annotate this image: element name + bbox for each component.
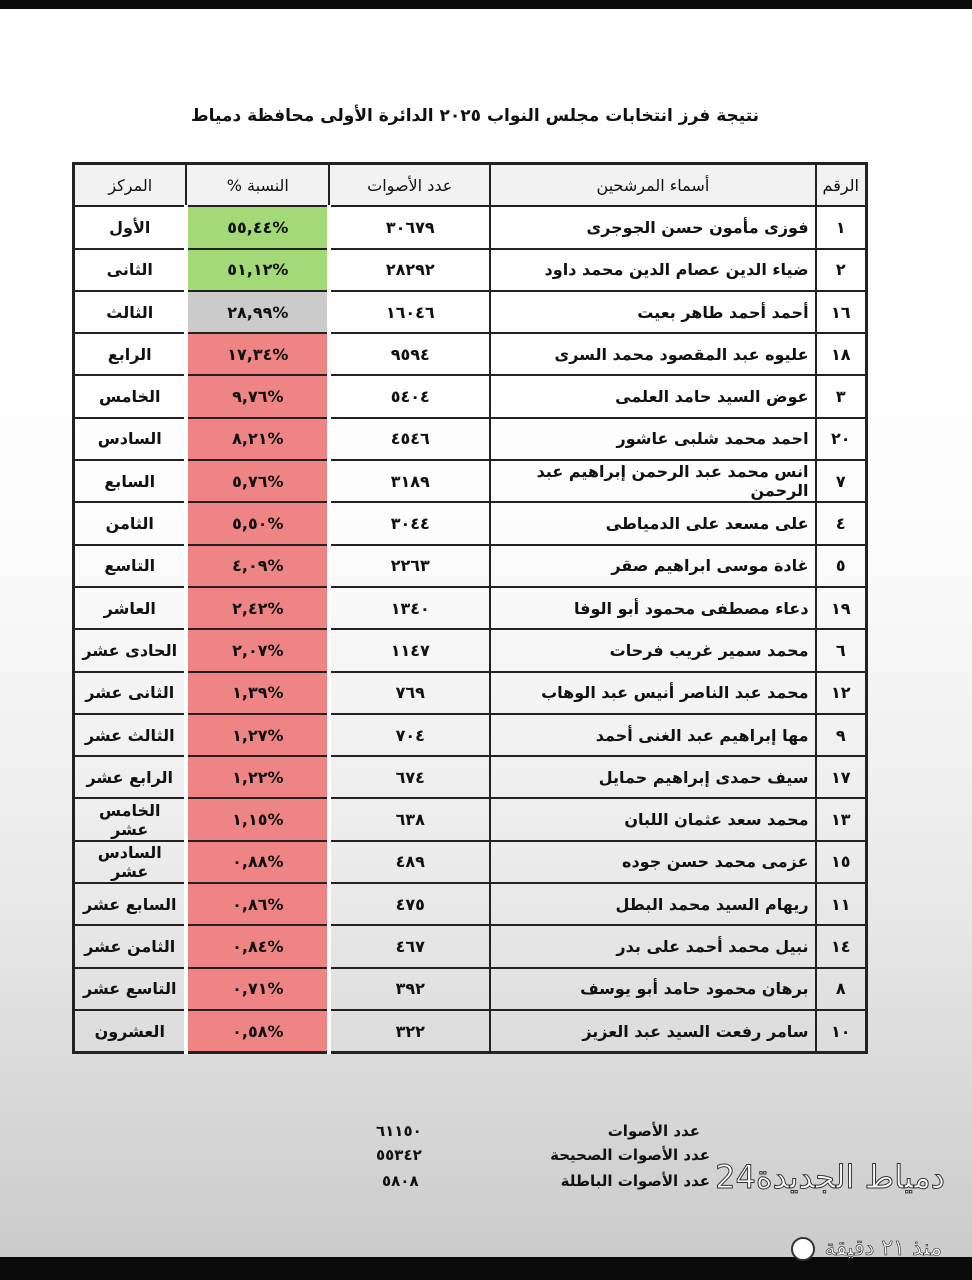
candidate-name: احمد محمد شلبى عاشور	[490, 418, 815, 460]
post-time	[791, 1236, 942, 1261]
vote-count: ١٦٠٤٦	[329, 291, 490, 333]
rank: السادس	[74, 418, 187, 460]
candidate-name: فوزى مأمون حسن الجوجرى	[490, 206, 815, 248]
candidate-number: ٧	[816, 460, 867, 502]
rank: الثانى	[74, 249, 187, 291]
vote-count: ٢٢٦٣	[329, 545, 490, 587]
candidate-name: دعاء مصطفى محمود أبو الوفا	[490, 587, 815, 629]
candidate-number: ١٣	[816, 798, 867, 840]
candidate-name: برهان محمود حامد أبو يوسف	[490, 968, 815, 1010]
candidate-name: عوض السيد حامد العلمى	[490, 375, 815, 417]
table-row	[74, 375, 867, 417]
table-row	[74, 672, 867, 714]
vote-percent: %٠,٧١	[186, 968, 329, 1010]
rank: السادس عشر	[74, 841, 187, 883]
rank: الرابع عشر	[74, 756, 187, 798]
candidate-number: ١٧	[816, 756, 867, 798]
results-table	[72, 162, 868, 1054]
vote-percent: %٢,٠٧	[186, 629, 329, 671]
candidate-number: ٣	[816, 375, 867, 417]
table-row	[74, 798, 867, 840]
table-row	[74, 587, 867, 629]
vote-percent: %٥,٧٦	[186, 460, 329, 502]
table-row	[74, 714, 867, 756]
vote-count: ٣٢٢	[329, 1010, 490, 1053]
rank: الثالث	[74, 291, 187, 333]
candidate-name: محمد عبد الناصر أنيس عبد الوهاب	[490, 672, 815, 714]
vote-count: ٧٦٩	[329, 672, 490, 714]
candidate-number: ٨	[816, 968, 867, 1010]
candidate-number: ٥	[816, 545, 867, 587]
candidate-name: عليوه عبد المقصود محمد السرى	[490, 333, 815, 375]
candidate-number: ٢٠	[816, 418, 867, 460]
vote-percent: %٢,٤٢	[186, 587, 329, 629]
vote-count: ٣٠٦٧٩	[329, 206, 490, 248]
candidate-name: محمد سمير غريب فرحات	[490, 629, 815, 671]
candidate-number: ١٤	[816, 925, 867, 967]
rank: الثامن عشر	[74, 925, 187, 967]
candidate-number: ١١	[816, 883, 867, 925]
rank: الثالث عشر	[74, 714, 187, 756]
vote-count: ٣٠٤٤	[329, 502, 490, 544]
header-votes: عدد الأصوات	[329, 164, 490, 207]
vote-percent: %٠,٥٨	[186, 1010, 329, 1053]
vote-percent: %٢٨,٩٩	[186, 291, 329, 333]
table-row	[74, 502, 867, 544]
vote-percent: %١,٢٢	[186, 756, 329, 798]
rank: السابع	[74, 460, 187, 502]
candidate-number: ١٥	[816, 841, 867, 883]
vote-count: ٦٣٨	[329, 798, 490, 840]
rank: العاشر	[74, 587, 187, 629]
rank: الخامس عشر	[74, 798, 187, 840]
header-name: أسماء المرشحين	[490, 164, 815, 207]
vote-percent: %١,١٥	[186, 798, 329, 840]
candidate-name: سامر رفعت السيد عبد العزيز	[490, 1010, 815, 1053]
vote-count: ٤٦٧	[329, 925, 490, 967]
candidate-name: عزمى محمد حسن جوده	[490, 841, 815, 883]
candidate-number: ٦	[816, 629, 867, 671]
candidate-number: ٢	[816, 249, 867, 291]
vote-count: ٧٠٤	[329, 714, 490, 756]
document-title: نتيجة فرز انتخابات مجلس النواب ٢٠٢٥ الدائرة الأولى محافظة دمياط	[190, 106, 760, 126]
table-row	[74, 291, 867, 333]
vote-percent: %١,٢٧	[186, 714, 329, 756]
summary-valid-label: عدد الأصوات الصحيحة	[550, 1146, 710, 1164]
vote-count: ٢٨٢٩٢	[329, 249, 490, 291]
vote-count: ١١٤٧	[329, 629, 490, 671]
rank: السابع عشر	[74, 883, 187, 925]
table-row	[74, 883, 867, 925]
candidate-name: غادة موسى ابراهيم صقر	[490, 545, 815, 587]
table-row	[74, 460, 867, 502]
vote-count: ٦٧٤	[329, 756, 490, 798]
candidate-number: ٤	[816, 502, 867, 544]
table-row	[74, 841, 867, 883]
candidate-number: ١٩	[816, 587, 867, 629]
posted-ago-text: منذ ٢١ دقيقة	[824, 1236, 942, 1261]
rank: الخامس	[74, 375, 187, 417]
candidate-name: سيف حمدى إبراهيم حمايل	[490, 756, 815, 798]
vote-percent: %١٧,٣٤	[186, 333, 329, 375]
rank: العشرون	[74, 1010, 187, 1053]
vote-percent: %٩,٧٦	[186, 375, 329, 417]
candidate-number: ١٦	[816, 291, 867, 333]
rank: الأول	[74, 206, 187, 248]
rank: التاسع	[74, 545, 187, 587]
rank: الثانى عشر	[74, 672, 187, 714]
vote-percent: %٥,٥٠	[186, 502, 329, 544]
vote-count: ٩٥٩٤	[329, 333, 490, 375]
table-row	[74, 756, 867, 798]
candidate-number: ١٠	[816, 1010, 867, 1053]
table-row	[74, 545, 867, 587]
summary-invalid-value: ٥٨٠٨	[382, 1172, 419, 1190]
vote-percent: %١,٣٩	[186, 672, 329, 714]
rank: الرابع	[74, 333, 187, 375]
vote-count: ٣٩٢	[329, 968, 490, 1010]
table-row	[74, 249, 867, 291]
candidate-name: أحمد أحمد طاهر بعيت	[490, 291, 815, 333]
header-percent: النسبة %	[186, 164, 329, 207]
rank: الثامن	[74, 502, 187, 544]
table-header-row	[74, 164, 867, 207]
candidate-name: مها إبراهيم عبد الغنى أحمد	[490, 714, 815, 756]
vote-count: ٤٧٥	[329, 883, 490, 925]
vote-count: ٤٨٩	[329, 841, 490, 883]
summary-total-value: ٦١١٥٠	[376, 1122, 422, 1140]
header-rank: المركز	[74, 164, 187, 207]
vote-count: ٤٥٤٦	[329, 418, 490, 460]
summary-total-label: عدد الأصوات	[607, 1122, 700, 1140]
vote-percent: %٤,٠٩	[186, 545, 329, 587]
candidate-name: محمد سعد عثمان اللبان	[490, 798, 815, 840]
candidate-name: ضياء الدين عصام الدين محمد داود	[490, 249, 815, 291]
candidate-number: ١٨	[816, 333, 867, 375]
candidate-number: ١٢	[816, 672, 867, 714]
table-row	[74, 333, 867, 375]
candidate-name: نبيل محمد أحمد على بدر	[490, 925, 815, 967]
vote-percent: %٠,٨٤	[186, 925, 329, 967]
vote-count: ٥٤٠٤	[329, 375, 490, 417]
candidate-number: ١	[816, 206, 867, 248]
rank: التاسع عشر	[74, 968, 187, 1010]
header-no: الرقم	[816, 164, 867, 207]
table-row	[74, 629, 867, 671]
candidate-number: ٩	[816, 714, 867, 756]
candidate-name: على مسعد على الدمياطى	[490, 502, 815, 544]
vote-percent: %٥١,١٢	[186, 249, 329, 291]
table-row	[74, 1010, 867, 1053]
table-row	[74, 925, 867, 967]
summary-invalid-label: عدد الأصوات الباطلة	[560, 1172, 710, 1190]
candidate-name: انس محمد عبد الرحمن إبراهيم عبد الرحمن	[490, 460, 815, 502]
table-row	[74, 968, 867, 1010]
table-row	[74, 418, 867, 460]
vote-count: ١٣٤٠	[329, 587, 490, 629]
watermark: دمياط الجديدة24	[715, 1158, 945, 1196]
vote-percent: %٨,٢١	[186, 418, 329, 460]
globe-icon	[791, 1237, 815, 1261]
table-row	[74, 206, 867, 248]
top-bar	[0, 0, 972, 9]
vote-percent: %٠,٨٦	[186, 883, 329, 925]
candidate-name: ريهام السيد محمد البطل	[490, 883, 815, 925]
summary-valid-value: ٥٥٣٤٢	[376, 1146, 422, 1164]
vote-count: ٣١٨٩	[329, 460, 490, 502]
rank: الحادى عشر	[74, 629, 187, 671]
vote-percent: %٠,٨٨	[186, 841, 329, 883]
vote-percent: %٥٥,٤٤	[186, 206, 329, 248]
